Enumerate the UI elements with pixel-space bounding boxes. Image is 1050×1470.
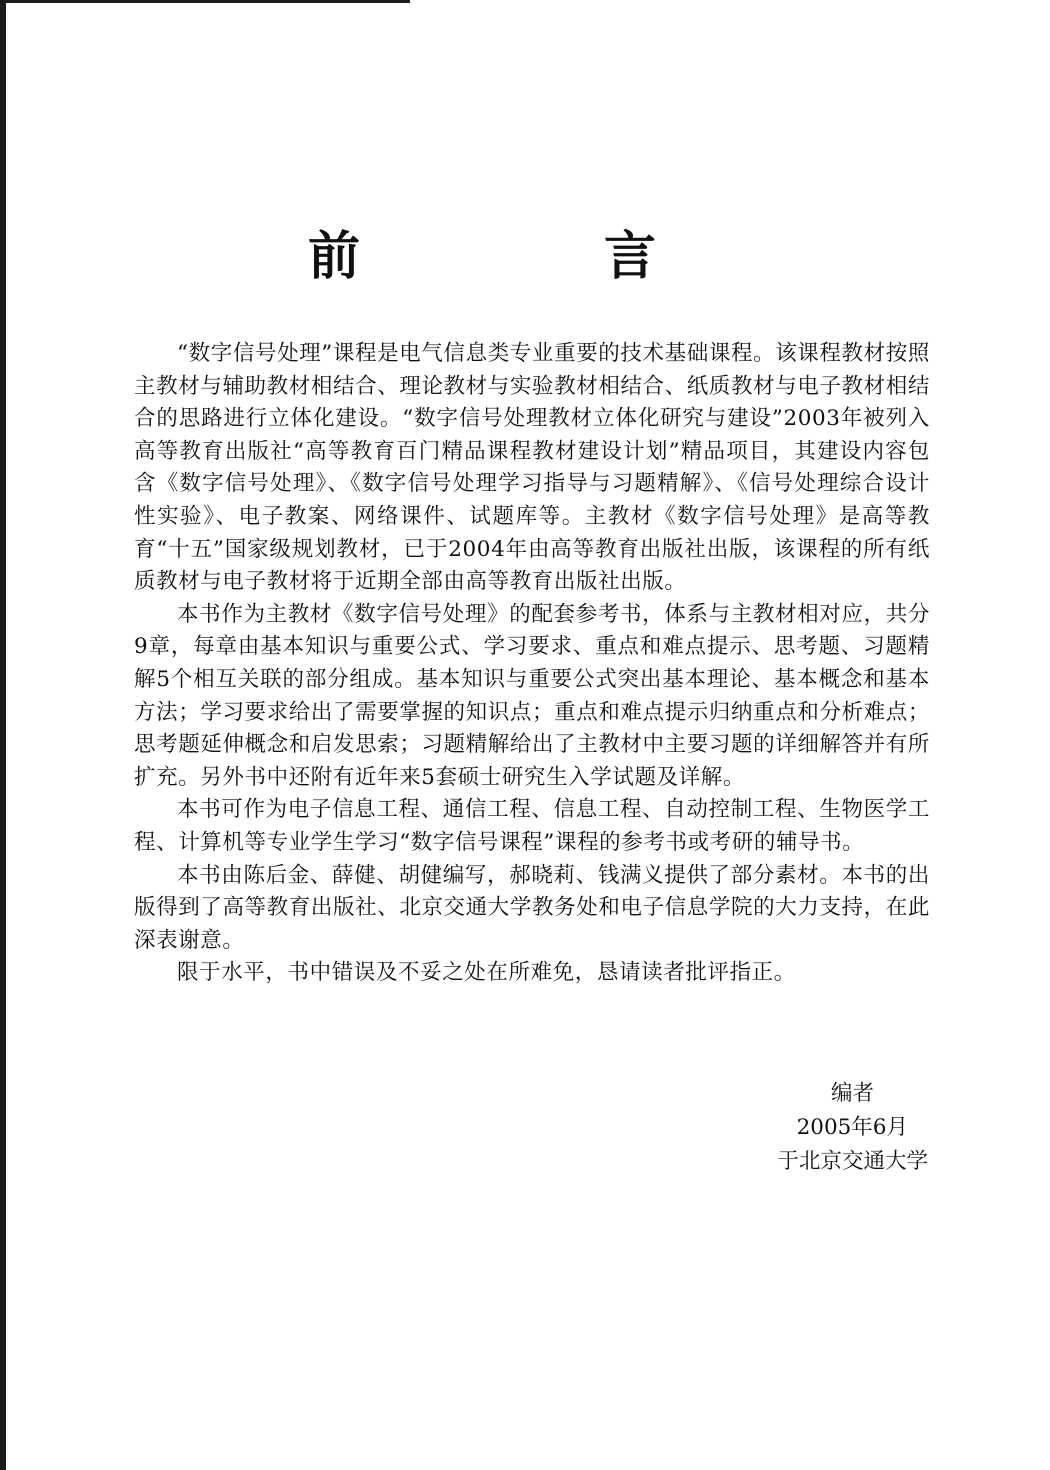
paragraph-2: 本书作为主教材《数字信号处理》的配套参考书，体系与主教材相对应，共分9章，每章由基本知识与重要公式、学习要求、重点和难点提示、思考题、习题精解5个相互关联的部分组成。基本知识与重要公式突出基本理论、基本概念和基本方法；学习要求给出了需要掌握的知识点；重点和难点提示归纳重点和分析难点；思考题延伸概念和启发思索；习题精解给出了主教材中主要习题的详细解答并有所扩充。另外书中还附有近年来5套硕士研究生入学试题及详解。 [134,601,930,790]
scan-edge-left [0,0,6,1470]
signoff-editor: 编者 [830,1081,874,1106]
paragraph-3: 本书可作为电子信息工程、通信工程、信息工程、自动控制工程、生物医学工程、计算机等专业学生学习“数字信号课程”课程的参考书或考研的辅导书。 [134,797,930,855]
signoff-block [777,1077,928,1179]
paragraph-5: 限于水平，书中错误及不妥之处在所难免，恳请读者批评指正。 [177,960,796,986]
signoff-place: 于北京交通大学 [777,1149,928,1174]
page-title: 前 言 [307,226,752,287]
preface-body [134,338,930,990]
paragraph-1: “数字信号处理”课程是电气信息类专业重要的技术基础课程。该课程教材按照主教材与辅助教材相结合、理论教材与实验教材相结合、纸质教材与电子教材相结合的思路进行立体化建设。“数字信号处理教材立体化研究与建设”2003年被列入高等教育出版社“高等教育百门精品课程教材建设计划”精品项目，其建设内容包含《数字信号处理》、《数字信号处理学习指导与习题精解》、《信号处理综合设计性实验》、电子教案、网络课件、试题库等。主教材《数字信号处理》是高等教育“十五”国家级规划教材，已于2004年由高等教育出版社出版，该课程的所有纸质教材与电子教材将于近期全部由高等教育出版社出版。 [134,341,930,595]
paragraph-4: 本书由陈后金、薛健、胡健编写，郝晓莉、钱满义提供了部分素材。本书的出版得到了高等教育出版社、北京交通大学教务处和电子信息学院的大力支持，在此深表谢意。 [134,862,930,953]
scan-edge-top [0,0,410,3]
signoff-date: 2005年6月 [796,1115,908,1140]
